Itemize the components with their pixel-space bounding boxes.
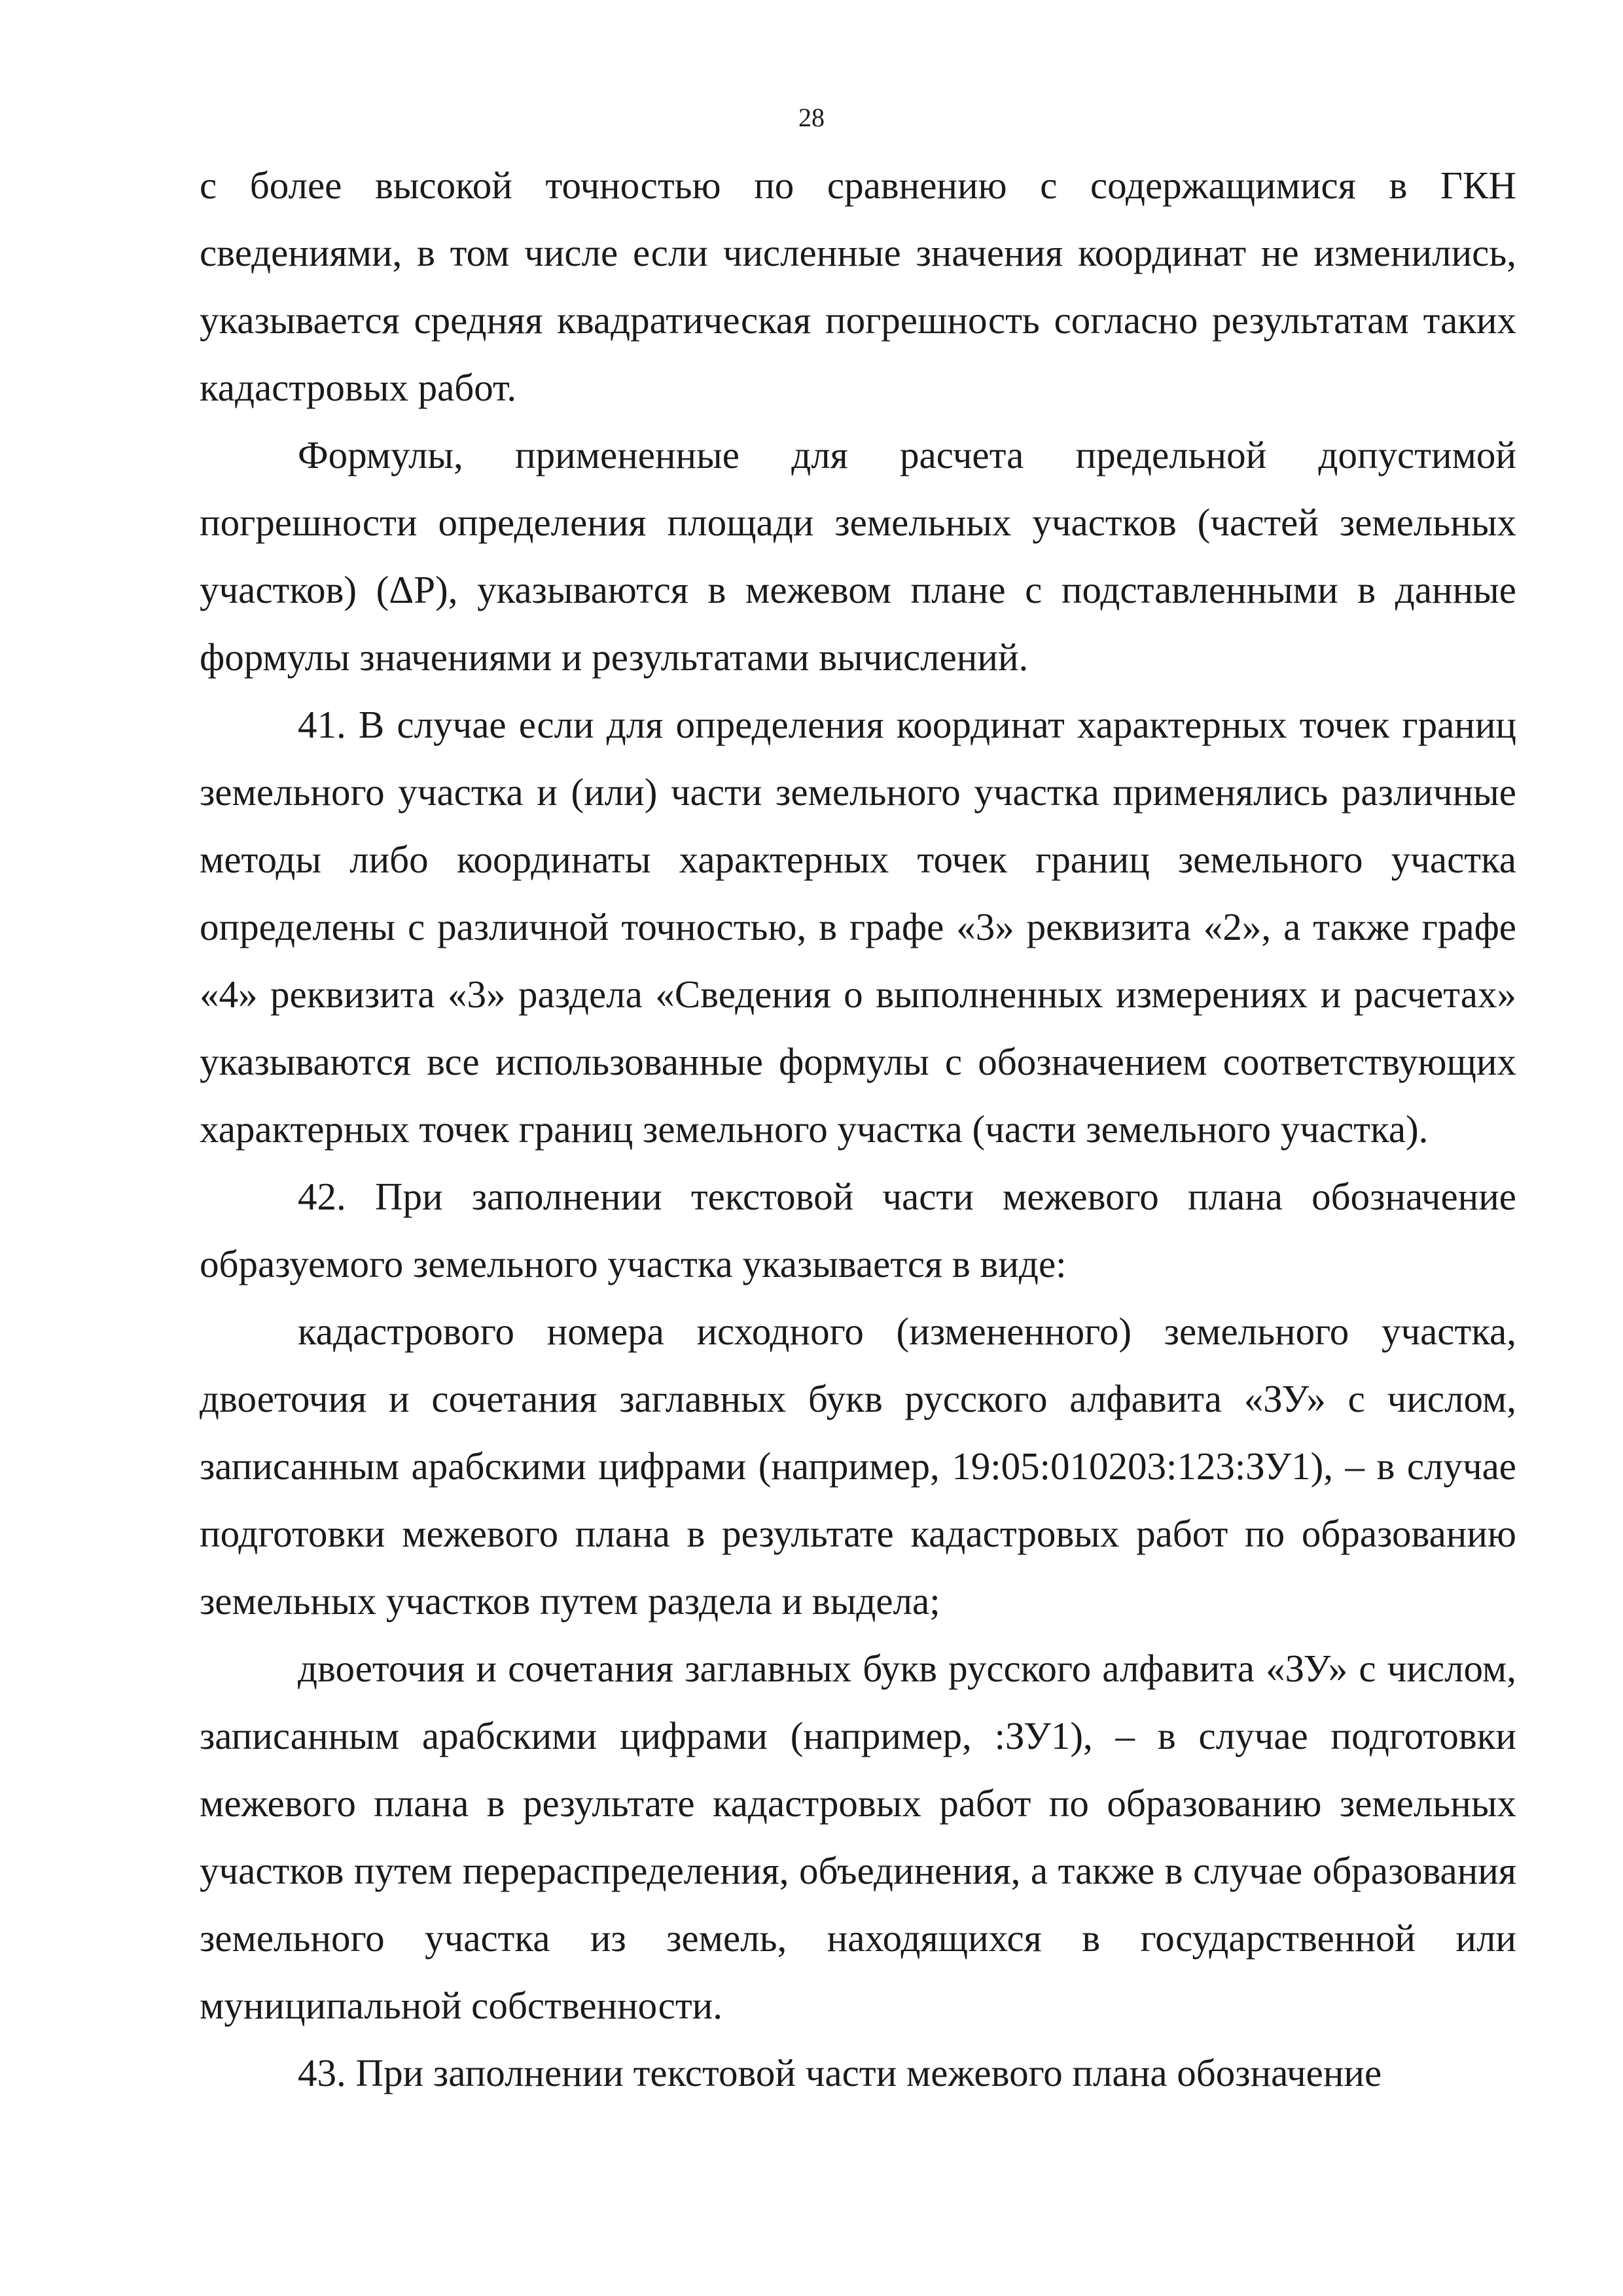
paragraph-colon-designation: двоеточия и сочетания заглавных букв русского алфавита «ЗУ» с числом, записанным арабскими цифрами (например, :ЗУ1), – в случае подготовки межевого плана в результате кадастровых работ по образованию земельных участков путем перераспределения, объединения, а также в случае образования земельного участка из земель, находящихся в государственной или муниципальной собственности. bbox=[200, 1647, 1516, 2027]
paragraph-continuation: с более высокой точностью по сравнению с содержащимися в ГКН сведениями, в том числе если численные значения координат не изменились, указывается средняя квадратическая погрешность согласно результатам таких кадастровых работ. bbox=[200, 164, 1516, 409]
paragraph-formulas: Формулы, примененные для расчета предельной допустимой погрешности определения площади земельных участков (частей земельных участков) (ΔР), указываются в межевом плане с подставленными в данные формулы значениями и результатами вычислений. bbox=[200, 433, 1516, 679]
page-number: 28 bbox=[798, 103, 825, 132]
paragraph-item-42: 42. При заполнении текстовой части межевого плана обозначение образуемого земельного участка указывается в виде: bbox=[200, 1175, 1516, 1285]
document-body bbox=[200, 152, 1516, 2107]
paragraph-item-43: 43. При заполнении текстовой части межевого плана обозначение bbox=[298, 2051, 1382, 2094]
paragraph-item-41: 41. В случае если для определения координат характерных точек границ земельного участка и (или) части земельного участка применялись различные методы либо координаты характерных точек границ земельного участка определены с различной точностью, в графе «3» реквизита «2», а также графе «4» реквизита «3» раздела «Сведения о выполненных измерениях и расчетах» указываются все использованные формулы с обозначением соответствующих характерных точек границ земельного участка (части земельного участка). bbox=[200, 703, 1516, 1151]
paragraph-cadastral-number: кадастрового номера исходного (измененного) земельного участка, двоеточия и сочетания заглавных букв русского алфавита «ЗУ» с числом, записанным арабскими цифрами (например, 19:05:010203:123:ЗУ1), – в случае подготовки межевого плана в результате кадастровых работ по образованию земельных участков путем раздела и выдела; bbox=[200, 1310, 1516, 1623]
